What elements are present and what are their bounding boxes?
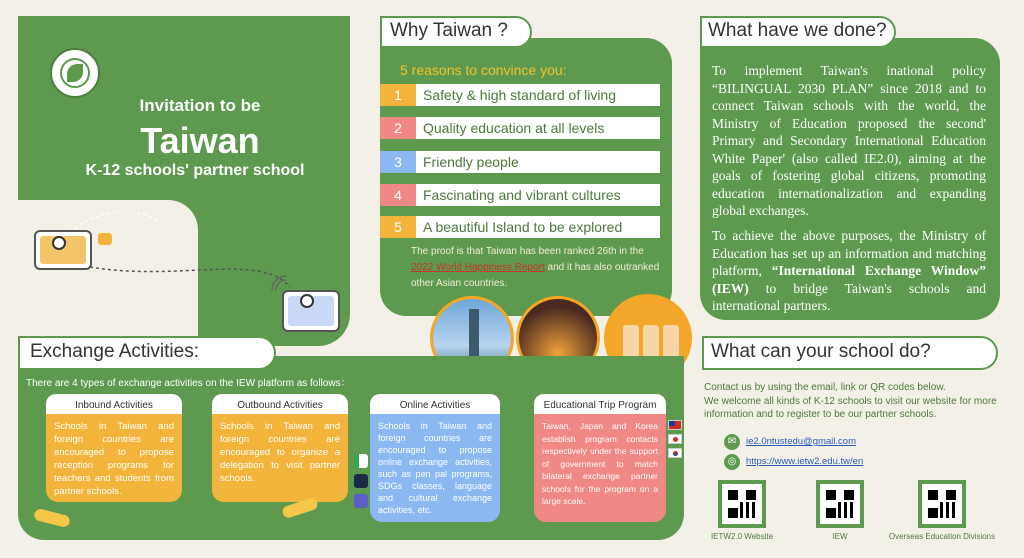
- teams-icon: [354, 494, 368, 508]
- wifi-signal-icon: [268, 272, 290, 294]
- invitation-title: Taiwan: [140, 120, 260, 161]
- activity-desc-inbound: Schools in Taiwan and foreign countries are encouraged to propose reception programs for teachers and students from partner schools.: [46, 414, 182, 502]
- reason-number: 5: [380, 216, 416, 238]
- reason-item: [380, 84, 660, 106]
- qr-code-iew[interactable]: [816, 480, 864, 528]
- reason-text: Safety & high standard of living: [423, 87, 617, 103]
- qr-code-overseas-divisions[interactable]: [918, 480, 966, 528]
- activity-title-online: Online Activities: [370, 394, 500, 416]
- reason-item: [380, 216, 660, 238]
- email-icon: ✉: [724, 434, 740, 450]
- reason-number: 3: [380, 151, 416, 173]
- qr-caption: IETW2.0 Website: [710, 532, 774, 541]
- activity-title-inbound: Inbound Activities: [46, 394, 182, 416]
- reason-number: 4: [380, 184, 416, 206]
- japan-flag-icon: [668, 434, 682, 444]
- reason-text: Fascinating and vibrant cultures: [423, 187, 621, 203]
- reasons-caption: 5 reasons to convince you:: [400, 62, 567, 78]
- mail-icon: [98, 233, 112, 245]
- email-link[interactable]: ie2.0ntustedu@gmail.com: [746, 436, 856, 447]
- reason-number: 1: [380, 84, 416, 106]
- proof-text-end: and it has also outranked other Asian countries.: [411, 262, 660, 289]
- exchange-intro: There are 4 types of exchange activities on the IEW platform as follows：: [26, 378, 351, 389]
- activity-title-educational-trip: Educational Trip Program: [534, 394, 666, 416]
- done-p2-end: to bridge Taiwan's schools and international partners.: [712, 280, 986, 313]
- proof-text-start: The proof is that Taiwan has been ranked 26th in the: [411, 246, 644, 257]
- qr-caption: Overseas Education Divisions: [888, 532, 996, 541]
- laptop-teacher-icon: [34, 230, 92, 270]
- done-paragraph-2: [712, 227, 986, 315]
- google-meet-icon: [354, 454, 368, 468]
- reason-text: Quality education at all levels: [423, 120, 605, 136]
- iew-name: “International Exchange Window” (IEW): [712, 263, 986, 296]
- invitation-line: Invitation to be: [139, 96, 261, 115]
- reason-text: Friendly people: [423, 154, 519, 170]
- dashed-connection-lines: [60, 212, 340, 302]
- done-p2-start: To achieve the above purposes, the Ministry of Education has set up an information and matching platform,: [712, 228, 986, 278]
- reason-item: [380, 151, 660, 173]
- qr-caption: IEW: [832, 532, 848, 541]
- reason-item: [380, 117, 660, 139]
- reason-number: 2: [380, 117, 416, 139]
- world-happiness-report-link[interactable]: 2022 World Happiness Report: [411, 262, 545, 273]
- activity-desc-outbound: Schools in Taiwan and foreign countries are encouraged to organize a delegation to visit partner schools.: [212, 414, 348, 502]
- what-can-school-do-title: What can your school do?: [711, 341, 931, 362]
- globe-icon: ◎: [724, 454, 740, 470]
- what-we-have-done-title: What have we done?: [708, 20, 887, 41]
- reason-item: [380, 184, 660, 206]
- taiwan-flag-icon: [668, 420, 682, 430]
- welcome-text: We welcome all kinds of K-12 schools to visit our website for more information and to register to be our partner schools.: [704, 396, 997, 420]
- contact-instruction: Contact us by using the email, link or QR codes below.: [704, 382, 946, 393]
- invitation-subtitle: K-12 schools' partner school: [85, 162, 305, 179]
- qr-code-ietw-website[interactable]: [718, 480, 766, 528]
- korea-flag-icon: [668, 448, 682, 458]
- done-paragraph-1: To implement Taiwan's inational policy “BILINGUAL 2030 PLAN” since 2018 and to connect Taiwan schools with the world, the Ministry of Education proposed the second' Primary and Secondary International Education White Paper' (also called IE2.0), aiming at the goals of fostering global citizens, promoting education internationalization and expanding global exchanges.: [712, 63, 986, 218]
- activity-desc-educational-trip: Taiwan, Japan and Korea establish program contacts respectively under the support of government to match bilateral exchange partner schools for the program on a large scale.: [534, 414, 666, 522]
- tablet-student-icon: [282, 290, 340, 332]
- webex-icon: [354, 474, 368, 488]
- activity-title-outbound: Outbound Activities: [212, 394, 348, 416]
- activity-desc-online: Schools in Taiwan and foreign countries are encouraged to propose online exchange activities, such as pen pal programs, SDGs classes, language and cultural exchange activities, etc.: [370, 414, 500, 522]
- exchange-activities-title: Exchange Activities:: [30, 341, 199, 362]
- why-taiwan-title: Why Taiwan ?: [390, 20, 508, 41]
- ministry-of-education-logo: [50, 48, 100, 98]
- website-link[interactable]: https://www.ietw2.edu.tw/en: [746, 456, 864, 467]
- reason-text: A beautiful Island to be explored: [423, 219, 623, 235]
- happiness-proof-text: [411, 244, 665, 292]
